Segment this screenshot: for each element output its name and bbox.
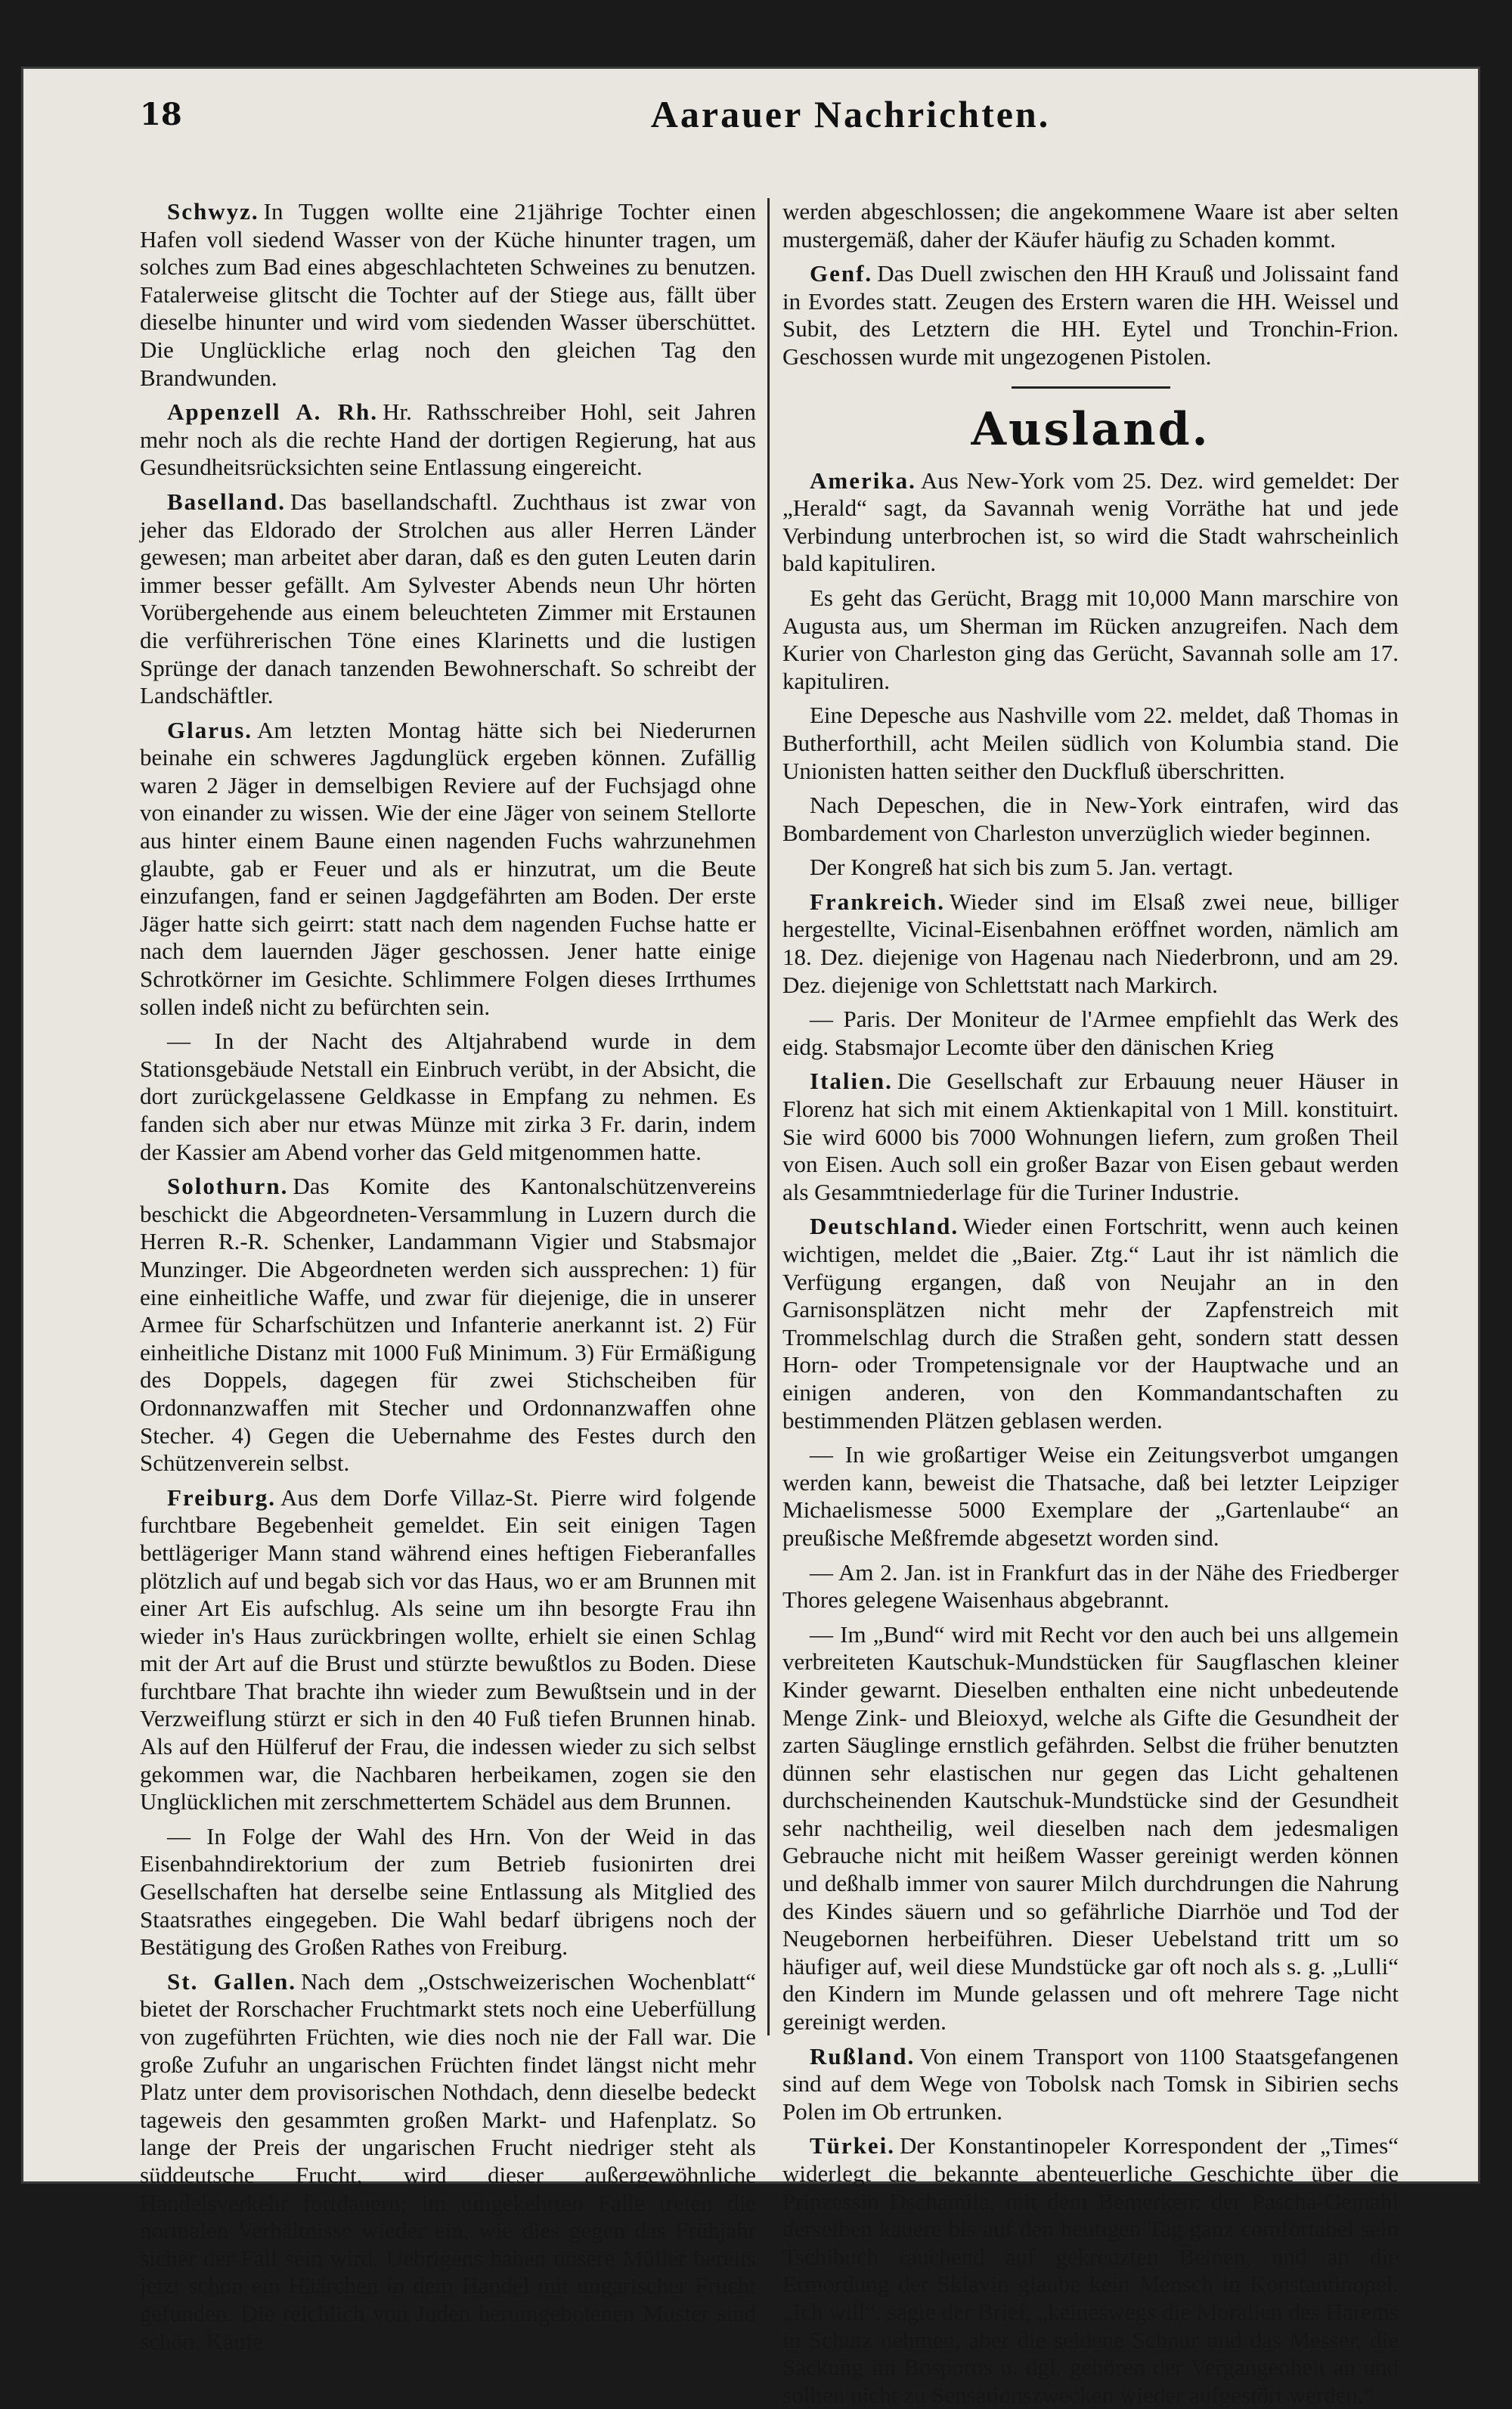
article-amerika-5 — [782, 854, 1399, 882]
article-amerika-4 — [782, 792, 1399, 847]
article-freiburg — [140, 1484, 756, 1816]
article-text: Der Kongreß hat sich bis zum 5. Jan. vertagt. — [810, 854, 1234, 881]
place-name: Türkei. — [810, 2132, 896, 2159]
article-glarus — [140, 717, 756, 1022]
article-text: — In der Nacht des Altjahrabend wurde in dem Stationsgebäude Netstall ein Einbruch verübt, in der Absicht, die dort zurückgelassene Geldkasse in Empfang zu nehmen. Es fanden sich aber nur etwas Münze mit zirka 3 Fr. darin, indem der Kassier am Abend vorher das Geld mitgenommen hatte. — [140, 1028, 756, 1165]
article-text: — In Folge der Wahl des Hrn. Von der Weid in das Eisenbahndirektorium der zum Betrieb fusionirten drei Gesellschaften hat derselbe seine Entlassung als Mitglied des Staatsrathes eingegeben. Die Wahl bedarf übrigens noch der Bestätigung des Großen Rathes von Freiburg. — [140, 1822, 756, 1961]
masthead-title: Aarauer Nachrichten. — [650, 93, 1051, 135]
article-tuerkei — [782, 2132, 1399, 2409]
article-text: Am letzten Montag hätte sich bei Niederurnen beinahe ein schweres Jagdunglück ergeben können. Zufällig waren 2 Jäger in demselbigen Reviere auf der Fuchsjagd ohne von einander zu wissen. Wie der eine Jäger von seinem Stellorte aus hinter einem Baune einen nagenden Fuchs wahrzunehmen glaubte, gab er Feuer und als er hinzutrat, um die Beute einzufangen, fand er seinen Jagdgefährten am Boden. Der erste Jäger hatte sich geirrt: statt nach dem nagenden Fuchse hatte er nach dem lauernden Jäger geschossen. Jener hatte einige Schrotkörner im Gesichte. Schlimmere Folgen dieses Irrthumes sollen indeß nicht zu befürchten sein. — [140, 716, 756, 1020]
article-text: — Am 2. Jan. ist in Frankfurt das in der Nähe des Friedberger Thores gelegene Waisenhaus abgebrannt. — [782, 1558, 1399, 1614]
article-text: Es geht das Gerücht, Bragg mit 10,000 Mann marschire von Augusta aus, um Sherman im Rücken anzugreifen. Nach dem Kurier von Charleston ging das Gerücht, Savannah solle am 17. kapituliren. — [782, 584, 1399, 694]
place-name: Freiburg. — [167, 1484, 276, 1511]
article-text: — In wie großartiger Weise ein Zeitungsverbot umgangen werden kann, beweist die Thatsache, daß bei letzter Leipziger Michaelismesse 5000 Exemplare der „Gartenlaube“ an preußische Meßfremde abgesetzt worden sind. — [782, 1441, 1399, 1551]
article-amerika-2 — [782, 584, 1399, 695]
article-text: — Im „Bund“ wird mit Recht vor den auch bei uns allgemein verbreiteten Kautschuk-Mundstücken für Saugflaschen kleiner Kinder gewarnt. Dieselben enthalten eine nicht unbedeutende Menge Zink- und Bleioxyd, welche als Gifte die Gesundheit der zarten Säuglinge ernstlich gefährden. Selbst die früher benutzten dünnen sehr elastischen nur gegen das Licht gehaltenen durchscheinenden Kautschuk-Mundstücke sind der Gesundheit sehr nachtheilig, weil dieselben nach dem jedesmaligen Gebrauche nicht mit heißem Wasser gereinigt werden können und deßhalb immer von saurer Milch durchdrungen die Nahrung des Kindes säuern und so gefährliche Diarrhöe und Tod der Neugebornen herbeiführen. Dieser Uebelstand tritt um so häufiger auf, weil diese Mundstücke gar oft noch als s. g. „Lulli“ den Kindern im Munde gelassen und oft mehrere Tage nicht gereinigt werden. — [782, 1620, 1399, 2035]
article-schwyz — [140, 198, 756, 392]
place-name: Genf. — [810, 260, 873, 287]
article-appenzell — [140, 398, 756, 482]
continuation-text: werden abgeschlossen; die angekommene Waare ist aber selten mustergemäß, daher der Käufer häufig zu Schaden kommt. — [782, 198, 1399, 253]
place-name: Deutschland. — [810, 1213, 959, 1240]
article-amerika — [782, 467, 1399, 578]
place-name: Appenzell A. Rh. — [167, 398, 379, 426]
place-name: Glarus. — [167, 716, 253, 743]
place-name: Rußland. — [810, 2042, 916, 2070]
article-deutschland-2 — [782, 1441, 1399, 1552]
article-solothurn — [140, 1173, 756, 1477]
article-text: Von einem Transport von 1100 Staatsgefangenen sind auf dem Wege von Tobolsk nach Tomsk in Sibirien sechs Polen im Ob ertrunken. — [782, 2042, 1399, 2125]
article-text: Aus New-York vom 25. Dez. wird gemeldet: Der „Herald“ sagt, da Savannah wenig Vorräthe hat und jede Verbindung unterbrochen ist, so wird die Stadt wahrscheinlich bald kapituliren. — [782, 467, 1399, 577]
article-genf — [782, 260, 1399, 370]
place-name: Solothurn. — [167, 1173, 289, 1200]
article-text: Der Konstantinopeler Korrespondent der „Times“ widerlegt die bekannte abenteuerliche Geschichte über die Prinzessin Dschamila, mit dem Bemerken: der Pascha-Gemahl derselben kauere bis auf den heutigen Tag ganz comfortabel sein Tschibuch rauchend auf gekreuzten Beinen, und an die Ermordung der Sklavin glaube kein Mensch in Konstantinopel. „Ich will“, sagte der Brief, „keineswegs die Moralien des Harems in Schutz nehmen, aber die seidene Schnur und das Messer, die Säckung im Bosporus u. dgl. gehören der Vergangenheit an und sollten nicht zu Sensationszwecken wieder aufgestört werden.“ — [782, 2132, 1399, 2408]
article-text: Das Komite des Kantonalschützenvereins beschickt die Abgeordneten-Versammlung in Luzern durch die Herren R.-R. Schenker, Landammann Vigier und Stabsmajor Munzinger. Die Abgeordneten werden sich aussprechen: 1) für eine einheitliche Waffe, und zwar für diejenige, die in unserer Armee für Scharfschützen und Infanterie anerkannt ist. 2) Für einheitliche Distanz mit 1000 Fuß Minimum. 3) Für Ermäßigung des Doppels, dagegen für zwei Stichscheiben für Ordonnanzwaffen mit Stecher und Ordonnanzwaffen ohne Stecher. 4) Gegen die Uebernahme des Festes durch den Schützenverein selbst. — [140, 1173, 756, 1477]
place-name: Baselland. — [167, 488, 286, 515]
article-glarus-2 — [140, 1028, 756, 1166]
place-name: St. Gallen. — [167, 1967, 296, 1995]
page-header — [140, 91, 1399, 151]
article-st-gallen — [140, 1968, 756, 2355]
article-freiburg-2 — [140, 1823, 756, 1961]
page-number: 18 — [140, 97, 182, 132]
place-name: Italien. — [810, 1068, 893, 1095]
section-title: Ausland. — [971, 402, 1210, 456]
article-baselland — [140, 488, 756, 710]
article-text: Das basellandschaftl. Zuchthaus ist zwar von jeher das Eldorado der Strolchen aus aller Herren Länder gewesen; man arbeitet aber daran, daß es den guten Leuten darin immer besser gefällt. Am Sylvester Abends neun Uhr hörten Vorübergehende aus einem beleuchteten Zimmer mit Erstaunen die verführerischen Töne eines Klarinetts und die lustigen Sprünge der danach tanzenden Bewohnerschaft. So schreibt der Landschäftler. — [140, 488, 756, 709]
left-column — [140, 198, 757, 2355]
article-text: Die Gesellschaft zur Erbauung neuer Häuser in Florenz hat sich mit einem Aktienkapital von 1 Mill. konstituirt. Sie wird 6000 bis 7000 Wohnungen liefern, zum großen Theil von Eisen. Auch soll ein großer Bazar von Eisen gebaut werden als Gesammtniederlage für die Turiner Industrie. — [782, 1068, 1399, 1205]
article-text: Aus dem Dorfe Villaz-St. Pierre wird folgende furchtbare Begebenheit gemeldet. Ein seit einigen Tagen bettlägeriger Mann stand während eines heftigen Fieberanfalles plötzlich auf und begab sich vor das Haus, wo er am Brunnen mit einer Art Eis aufschlug. Als seine um ihn besorgte Frau ihn wieder in's Haus zurückbringen wollte, erhielt sie einen Schlag mit der Art auf die Brust und stürzte bewußtlos zu Boden. Diese furchtbare That brachte ihn wieder zum Bewußtsein und in der Verzweiflung stürzt er sich in den 40 Fuß tiefen Brunnen hinab. Als auf den Hülferuf der Frau, die indessen wieder zu sich selbst gekommen war, die Nachbaren herbeikamen, zogen sie den Unglücklichen mit zerschmettertem Schädel aus dem Brunnen. — [140, 1484, 756, 1815]
article-text: Hr. Rathsschreiber Hohl, seit Jahren mehr noch als die rechte Hand der dortigen Regierung, hat aus Gesundheitsrücksichten seine Entlassung eingereicht. — [140, 398, 757, 481]
article-deutschland-4 — [782, 1621, 1399, 2036]
article-text: Nach dem „Ostschweizerischen Wochenblatt“ bietet der Rorschacher Fruchtmarkt stets noch eine Ueberfüllung von zugeführten Früchten, wie dies noch nie der Fall war. Die große Zufuhr an ungarischen Früchten findet längst nicht mehr Platz unter dem provisorischen Nothdach, denn dieselbe bedeckt tageweis den gesammten großen Markt- und Hafenplatz. So lange der Preis der ungarischen Frucht niedriger steht als süddeutsche Frucht, wird dieser außergewöhnliche Handelsverkehr fortdauern; im umgekehrten Falle treten die normalen Verhältnisse wieder ein, wie dies gegen das Frühjahr sicher der Fall sein wird. Uebrigens haben unsere Müller bereits jetzt schon ein Häärchen in dem Handel mit ungarischer Frucht gefunden. Die reichlich von Juden herumgebotenen Muster sind schön, Käufe — [140, 1967, 756, 2355]
article-amerika-3 — [782, 702, 1399, 785]
place-name: Schwyz. — [167, 198, 259, 225]
section-divider — [1012, 386, 1170, 389]
article-deutschland-3 — [782, 1559, 1399, 1614]
article-frankreich — [782, 888, 1399, 999]
article-frankreich-2 — [782, 1006, 1399, 1061]
right-column — [782, 198, 1399, 2408]
article-italien — [782, 1068, 1399, 1206]
column-rule — [767, 198, 770, 2035]
place-name: Amerika. — [810, 467, 916, 494]
article-text: In Tuggen wollte eine 21jährige Tochter einen Hafen voll siedend Wasser von der Küche hinunter tragen, um solches zum Bad eines abgeschlachteten Schweines zu benutzen. Fatalerweise glitscht die Tochter auf der Stiege aus, fällt über dieselbe hinunter und wird vom siedenden Wasser überschüttet. Die Unglückliche erlag noch den gleichen Tag den Brandwunden. — [140, 198, 756, 391]
article-text: Wieder sind im Elsaß zwei neue, billiger hergestellte, Vicinal-Eisenbahnen eröffnet worden, nämlich am 18. Dez. diejenige von Hagenau nach Niederbronn, und am 29. Dez. diejenige von Schlettstatt nach Markirch. — [782, 888, 1399, 998]
article-deutschland — [782, 1213, 1399, 1434]
article-text: Eine Depesche aus Nashville vom 22. meldet, daß Thomas in Butherforthill, acht Meilen südlich von Kolumbia stand. Die Unionisten hatten seither den Duckfluß überschritten. — [782, 702, 1399, 784]
article-text: — Paris. Der Moniteur de l'Armee empfiehlt das Werk des eidg. Stabsmajor Lecomte über den dänischen Krieg — [782, 1006, 1399, 1060]
article-russland — [782, 2043, 1399, 2126]
article-text: Nach Depeschen, die in New-York eintrafen, wird das Bombardement von Charleston unverzüglich wieder beginnen. — [782, 792, 1399, 846]
article-text: Wieder einen Fortschritt, wenn auch keinen wichtigen, meldet die „Baier. Ztg.“ Laut ihr ist nämlich die Verfügung ergangen, daß von Neujahr an in den Garnisonsplätzen nicht mehr der Zapfenstreich mit Trommelschlag durch die Straßen geht, sondern statt dessen Horn- oder Trompetensignale vor der Hauptwache und an einigen anderen, von den Kommandantschaften zu bestimmenden Plätzen geblasen werden. — [782, 1213, 1399, 1434]
article-text: Das Duell zwischen den HH Krauß und Jolissaint fand in Evordes statt. Zeugen des Erstern waren die HH. Weissel und Subit, des Letztern die HH. Eytel und Tronchin-Frion. Geschossen wurde mit ungezogenen Pistolen. — [782, 260, 1399, 370]
place-name: Frankreich. — [810, 888, 945, 915]
